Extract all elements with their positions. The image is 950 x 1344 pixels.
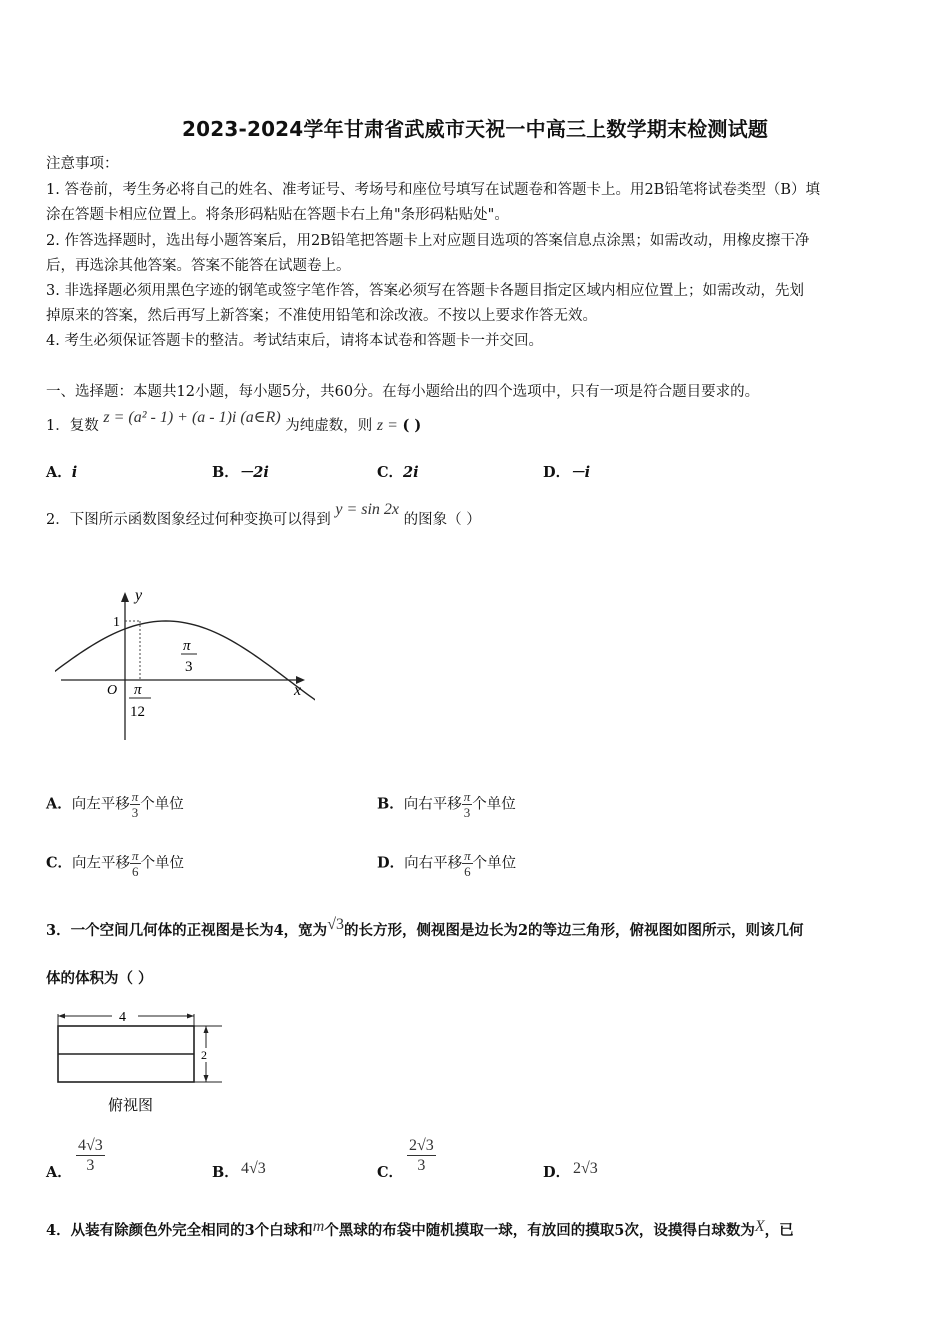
pi-third-num: π: [183, 638, 191, 654]
notice-line: 2. 作答选择题时，选出每小题答案后，用2B铅笔把答题卡上对应题目选项的答案信息点涂黑；如需改动，用橡皮擦干净: [46, 233, 810, 249]
q3-option-b-label: B．: [212, 1164, 239, 1181]
pi-twelfth-den: 12: [130, 704, 145, 720]
q1-option-d: D．－i: [543, 464, 591, 481]
question-1: [46, 409, 422, 435]
q2-option-b: B．向右平移 $\frac{\pi}{3}$ 个单位: [377, 789, 516, 820]
q1-option-a: A．i: [46, 464, 78, 481]
origin-label: O: [107, 683, 118, 698]
page-title: 2023-2024学年甘肃省武威市天祝一中高三上数学期末检测试题: [181, 117, 769, 141]
question-3-line1: 3．一个空间几何体的正视图是长为4，宽为√3的长方形，侧视图是边长为2的等边三角形，俯视图如图所示，则该几何: [46, 916, 804, 939]
q1-option-c: C．2i: [377, 464, 419, 481]
q3-option-a-label: A．: [46, 1164, 72, 1181]
notice-line: 1. 答卷前，考生务必将自己的姓名、准考证号、考场号和座位号填写在试题卷和答题卡上。用2B铅笔将试卷类型（B）填: [46, 182, 820, 198]
q3-option-d-value: 2√3: [573, 1160, 598, 1177]
q3-option-c-value: $\frac{2√3}{3}$: [409, 1137, 434, 1174]
q3-top-view-figure: [50, 1004, 230, 1124]
notice-heading: 注意事项：: [46, 156, 119, 172]
q2-option-d: D．向右平移 $\frac{\pi}{6}$ 个单位: [377, 848, 517, 879]
q3-option-d-label: D．: [543, 1164, 571, 1181]
q1-suffix: 为纯虚数，则: [285, 418, 373, 434]
x-label: x: [294, 682, 302, 699]
question-4: 4．从装有除颜色外完全相同的3个白球和m个黑球的布袋中随机摸取一球，有放回的摸取5次，设摸得白球数为X，已: [46, 1218, 794, 1239]
q2-prefix: 2．下图所示函数图象经过何种变换可以得到: [46, 512, 331, 528]
q2-suffix: 的图象（ ）: [403, 512, 481, 528]
question-3-line2: 体的体积为（ ）: [46, 970, 153, 987]
q1-z: z =: [376, 417, 398, 434]
q3-option-b-value: 4√3: [241, 1160, 266, 1177]
q3-option-c-label: C．: [377, 1164, 404, 1181]
section-heading: 一、选择题：本题共12小题，每小题5分，共60分。在每小题给出的四个选项中，只有一项是符合题目要求的。: [46, 384, 760, 400]
pi-third-den: 3: [185, 659, 193, 675]
notice-line: 4. 考生必须保证答题卡的整洁。考试结束后，请将本试卷和答题卡一并交回。: [46, 333, 543, 349]
q2-sine-graph: [55, 580, 315, 750]
notice-line: 3. 非选择题必须用黑色字迹的钢笔或签字笔作答，答案必须写在答题卡各题目指定区域内相应位置上；如需改动，先划: [46, 283, 804, 299]
figure-caption: 俯视图: [108, 1096, 154, 1114]
q3-option-a-value: $\frac{4√3}{3}$: [78, 1137, 103, 1174]
q1-formula: z = (a² - 1) + (a - 1)i (a∈R): [103, 409, 281, 426]
max-label: 1: [113, 615, 120, 630]
notice-line: 后，再选涂其他答案。答案不能答在试题卷上。: [46, 258, 351, 274]
y-axis-arrow: [121, 592, 129, 602]
q1-blank: ( ): [402, 417, 422, 434]
q2-formula: y = sin 2x: [335, 501, 400, 518]
width-label: 2: [201, 1048, 207, 1062]
notice-line: 掉原来的答案，然后再写上新答案；不准使用铅笔和涂改液。不按以上要求作答无效。: [46, 308, 597, 324]
length-label: 4: [119, 1010, 126, 1025]
question-2: [46, 501, 481, 529]
sqrt3: √3: [327, 916, 344, 933]
y-label: y: [135, 587, 143, 604]
q1-prefix: 1．复数: [46, 418, 99, 434]
pi-twelfth-num: π: [134, 682, 142, 698]
q2-option-c: C．向左平移 $\frac{\pi}{6}$ 个单位: [46, 848, 185, 879]
q2-option-a: A．向左平移 $\frac{\pi}{3}$ 个单位: [46, 789, 184, 820]
notice-line: 涂在答题卡相应位置上。将条形码粘贴在答题卡右上角"条形码粘贴处"。: [46, 207, 509, 223]
q1-option-b: B．－2i: [212, 464, 269, 481]
